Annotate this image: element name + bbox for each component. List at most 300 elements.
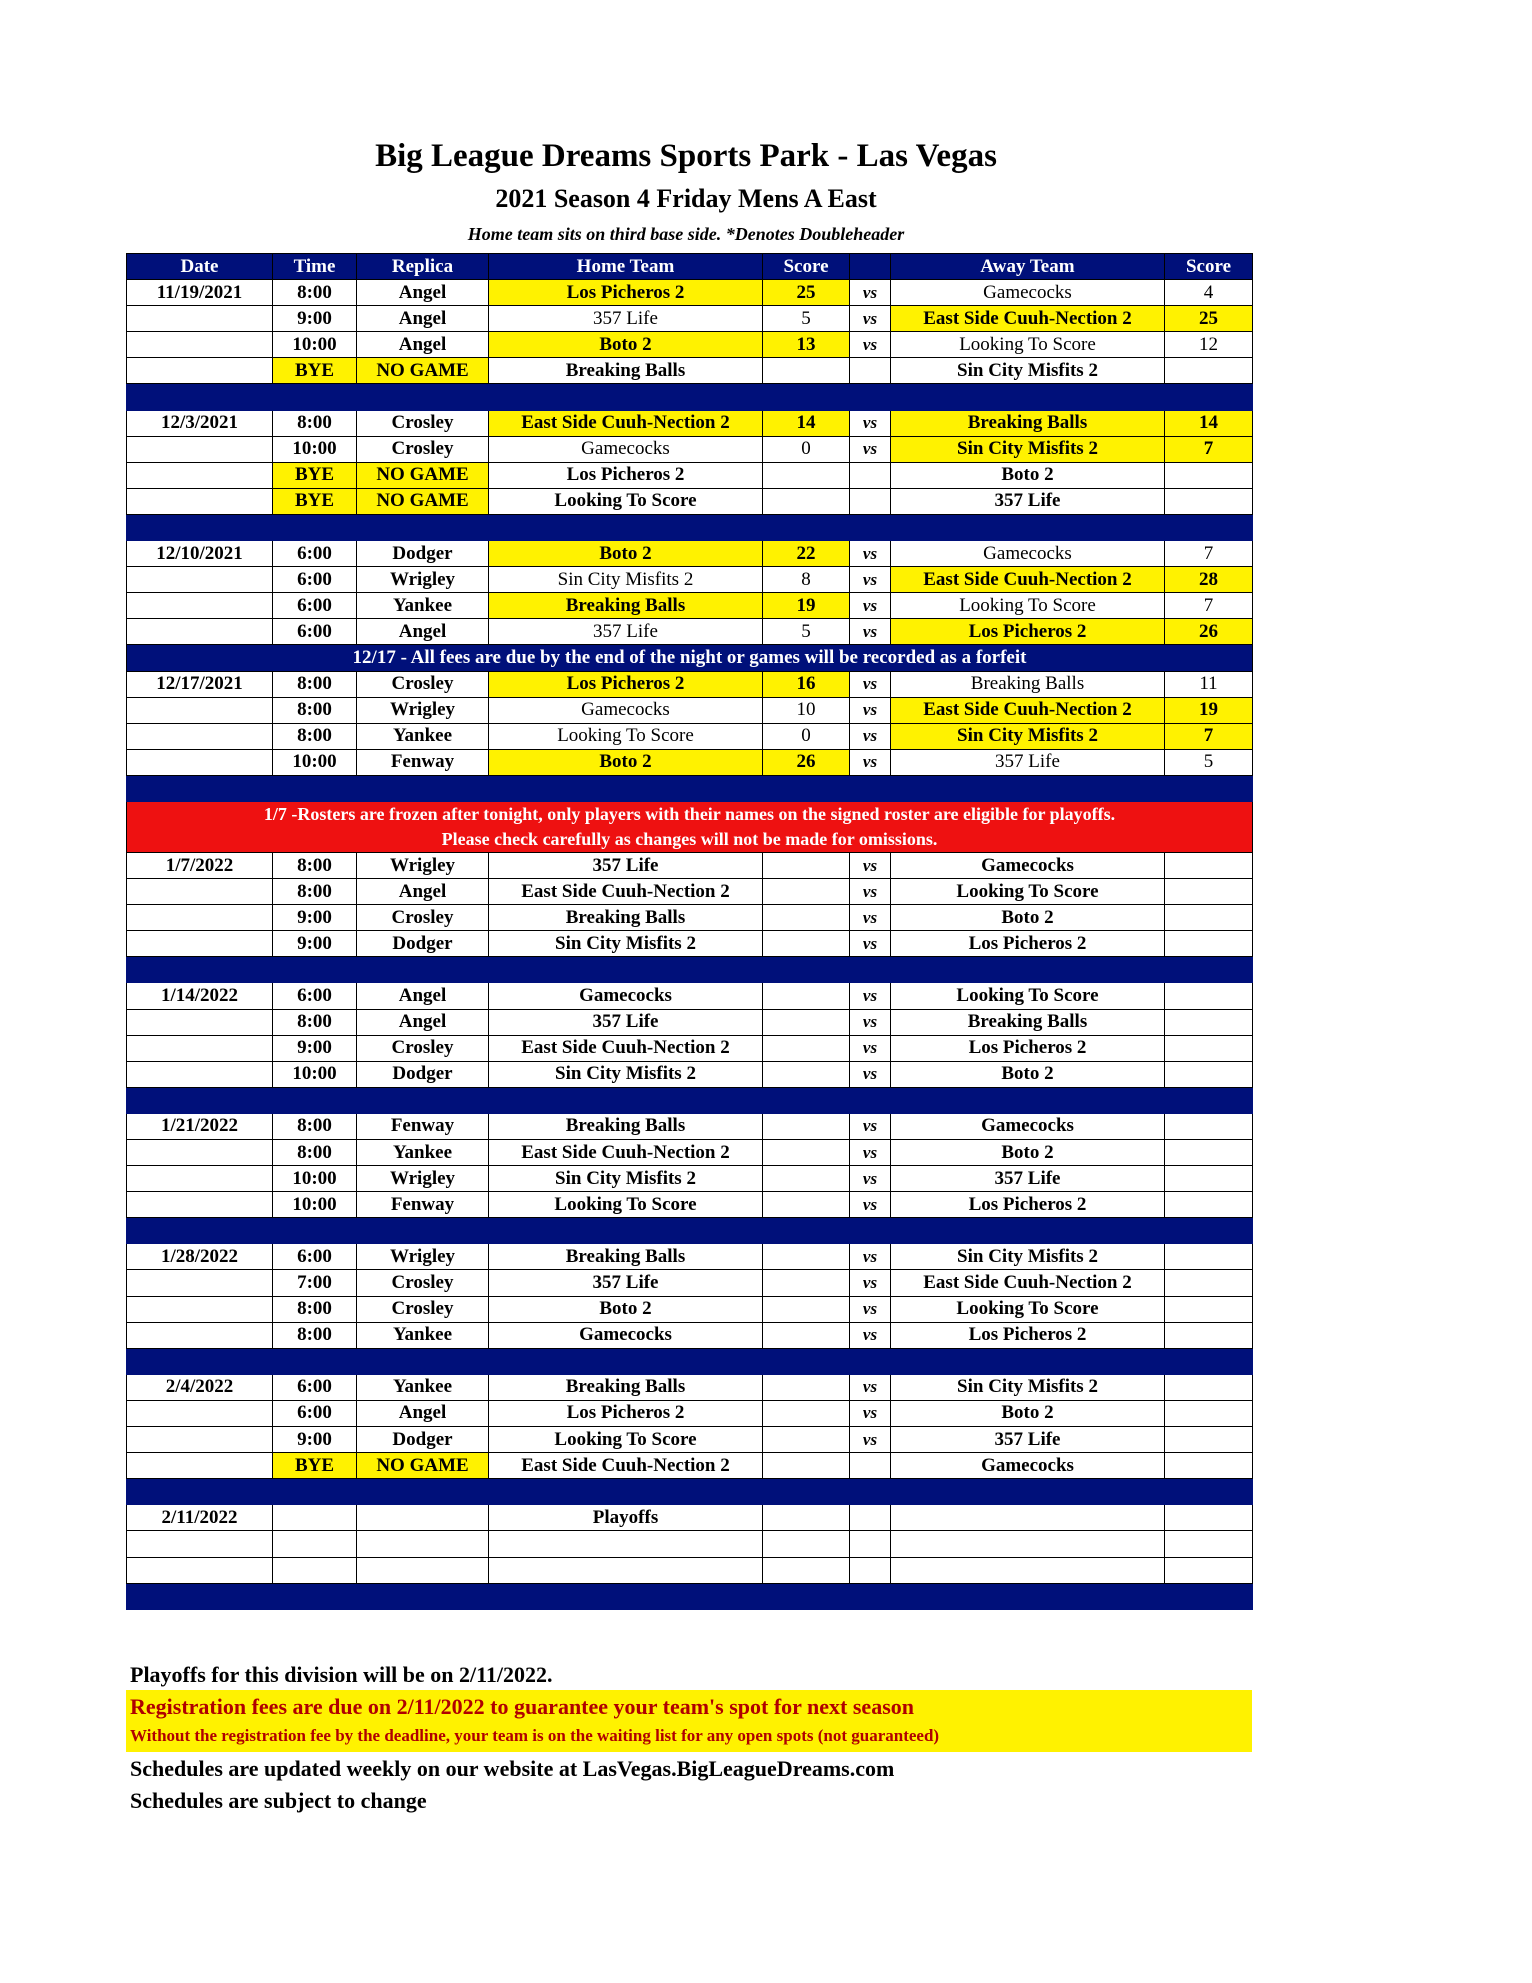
away-team: Breaking Balls [891, 1009, 1165, 1035]
away-score: 26 [1165, 619, 1253, 645]
game-row [127, 905, 1253, 931]
home-team: 357 Life [489, 619, 763, 645]
game-field: Angel [357, 280, 489, 306]
empty-cell [489, 1557, 763, 1583]
home-score [763, 931, 850, 957]
away-team: Gamecocks [891, 541, 1165, 567]
away-team: Looking To Score [891, 593, 1165, 619]
game-date [127, 1166, 273, 1192]
game-row [127, 593, 1253, 619]
game-date [127, 1035, 273, 1061]
game-row [127, 1427, 1253, 1453]
home-score: 25 [763, 280, 850, 306]
vs-label: vs [850, 1400, 891, 1426]
separator-cell [1165, 957, 1253, 983]
game-time: 8:00 [273, 879, 357, 905]
separator-cell [850, 775, 891, 801]
game-field: Yankee [357, 593, 489, 619]
home-score [763, 1453, 850, 1479]
bye-label: BYE [273, 1453, 357, 1479]
separator-cell [273, 1348, 357, 1374]
empty-cell [273, 1531, 357, 1557]
away-score [1165, 1009, 1253, 1035]
home-team: Breaking Balls [489, 593, 763, 619]
empty-cell [1165, 1531, 1253, 1557]
away-score [1165, 462, 1253, 488]
vs-label: vs [850, 593, 891, 619]
home-team: Looking To Score [489, 1192, 763, 1218]
schedule-table [126, 253, 1253, 1610]
home-team: 357 Life [489, 852, 763, 878]
away-team: Looking To Score [891, 879, 1165, 905]
home-score [763, 462, 850, 488]
separator-cell [357, 1583, 489, 1609]
vs-label: vs [850, 1113, 891, 1139]
game-date [127, 723, 273, 749]
vs-label: vs [850, 905, 891, 931]
game-time: 9:00 [273, 905, 357, 931]
home-team: East Side Cuuh-Nection 2 [489, 1140, 763, 1166]
game-time: 8:00 [273, 1296, 357, 1322]
game-row [127, 1166, 1253, 1192]
away-score: 4 [1165, 280, 1253, 306]
header-away-score: Score [1165, 254, 1253, 280]
separator-cell [357, 384, 489, 410]
game-row [127, 436, 1253, 462]
page-subtitle: 2021 Season 4 Friday Mens A East [495, 184, 877, 213]
away-score [1165, 879, 1253, 905]
vs-label: vs [850, 1374, 891, 1400]
game-date [127, 619, 273, 645]
away-team: 357 Life [891, 749, 1165, 775]
away-score [1165, 852, 1253, 878]
separator-cell [489, 957, 763, 983]
home-team: Looking To Score [489, 1427, 763, 1453]
empty-cell [891, 1557, 1165, 1583]
game-field: Crosley [357, 905, 489, 931]
home-team: Breaking Balls [489, 905, 763, 931]
separator-cell [850, 1479, 891, 1505]
vs-label: vs [850, 1035, 891, 1061]
game-date [127, 358, 273, 384]
game-time: 10:00 [273, 1061, 357, 1087]
table-header-row [127, 254, 1253, 280]
separator-cell [891, 1218, 1165, 1244]
away-team: Los Picheros 2 [891, 1035, 1165, 1061]
home-team: Breaking Balls [489, 1113, 763, 1139]
no-game-label: NO GAME [357, 1453, 489, 1479]
home-score: 19 [763, 593, 850, 619]
empty-row [127, 1557, 1253, 1583]
roster-alert-row [127, 801, 1253, 852]
roster-alert-line-2: Please check carefully as changes will not be made for omissions. [441, 828, 938, 849]
game-row [127, 1322, 1253, 1348]
game-time: 8:00 [273, 1113, 357, 1139]
separator-cell [489, 1348, 763, 1374]
away-score: 14 [1165, 410, 1253, 436]
home-team: Los Picheros 2 [489, 1400, 763, 1426]
empty-cell [273, 1557, 357, 1583]
game-time: 8:00 [273, 697, 357, 723]
game-date [127, 306, 273, 332]
game-field: Fenway [357, 1192, 489, 1218]
vs-label: vs [850, 749, 891, 775]
separator-cell [127, 1218, 273, 1244]
home-team: East Side Cuuh-Nection 2 [489, 1453, 763, 1479]
game-time: 8:00 [273, 1140, 357, 1166]
vs-label: vs [850, 567, 891, 593]
game-date: 12/17/2021 [127, 671, 273, 697]
bye-label: BYE [273, 358, 357, 384]
game-date: 11/19/2021 [127, 280, 273, 306]
game-date [127, 1427, 273, 1453]
game-field: Angel [357, 619, 489, 645]
away-team: Boto 2 [891, 462, 1165, 488]
home-team: East Side Cuuh-Nection 2 [489, 1035, 763, 1061]
game-field: Dodger [357, 1427, 489, 1453]
vs-label: vs [850, 410, 891, 436]
separator-row [127, 1087, 1253, 1113]
header-home-score: Score [763, 254, 850, 280]
game-field: Wrigley [357, 1166, 489, 1192]
home-team: 357 Life [489, 1009, 763, 1035]
game-field: Yankee [357, 1374, 489, 1400]
away-score [1165, 1322, 1253, 1348]
away-score [1165, 1400, 1253, 1426]
home-team: Sin City Misfits 2 [489, 567, 763, 593]
game-field: Crosley [357, 1035, 489, 1061]
separator-cell [891, 775, 1165, 801]
separator-cell [273, 957, 357, 983]
separator-row [127, 775, 1253, 801]
game-row [127, 671, 1253, 697]
home-team: Gamecocks [489, 436, 763, 462]
game-row [127, 1374, 1253, 1400]
empty-cell [763, 1505, 850, 1531]
separator-cell [763, 775, 850, 801]
home-team: Looking To Score [489, 488, 763, 514]
home-score [763, 1035, 850, 1061]
game-time: 10:00 [273, 1166, 357, 1192]
no-game-label: NO GAME [357, 358, 489, 384]
game-row [127, 619, 1253, 645]
vs-label: vs [850, 1296, 891, 1322]
game-row [127, 931, 1253, 957]
empty-cell [891, 1505, 1165, 1531]
home-score [763, 1322, 850, 1348]
vs-label: vs [850, 619, 891, 645]
away-score [1165, 1192, 1253, 1218]
home-team: Los Picheros 2 [489, 280, 763, 306]
game-time: 10:00 [273, 332, 357, 358]
game-field: Dodger [357, 1061, 489, 1087]
away-score: 7 [1165, 723, 1253, 749]
game-date [127, 1009, 273, 1035]
home-team: East Side Cuuh-Nection 2 [489, 410, 763, 436]
separator-cell [850, 1087, 891, 1113]
vs-label: vs [850, 671, 891, 697]
empty-cell [850, 1505, 891, 1531]
home-score [763, 1166, 850, 1192]
separator-cell [127, 1087, 273, 1113]
game-date: 12/3/2021 [127, 410, 273, 436]
game-date [127, 905, 273, 931]
playoff-label: Playoffs [489, 1505, 763, 1531]
away-team: Los Picheros 2 [891, 931, 1165, 957]
away-team: Breaking Balls [891, 671, 1165, 697]
registration-deadline: Registration fees are due on 2/11/2022 to guarantee your team's spot for next season [130, 1694, 914, 1719]
separator-cell [127, 1583, 273, 1609]
game-row [127, 1140, 1253, 1166]
vs-label: vs [850, 1061, 891, 1087]
away-team: Sin City Misfits 2 [891, 723, 1165, 749]
home-team: Breaking Balls [489, 1244, 763, 1270]
game-date [127, 1322, 273, 1348]
no-game-label: NO GAME [357, 462, 489, 488]
website-note: Schedules are updated weekly on our website at LasVegas.BigLeagueDreams.com [130, 1756, 895, 1781]
away-score: 7 [1165, 436, 1253, 462]
separator-cell [489, 1087, 763, 1113]
away-score [1165, 1166, 1253, 1192]
away-team: Los Picheros 2 [891, 1322, 1165, 1348]
home-score [763, 983, 850, 1009]
away-team: Los Picheros 2 [891, 1192, 1165, 1218]
game-date [127, 931, 273, 957]
away-score [1165, 358, 1253, 384]
empty-cell [489, 1531, 763, 1557]
vs-label: vs [850, 306, 891, 332]
away-score [1165, 1453, 1253, 1479]
away-team: Looking To Score [891, 1296, 1165, 1322]
header-home-team: Home Team [489, 254, 763, 280]
separator-cell [357, 1348, 489, 1374]
home-score [763, 1400, 850, 1426]
away-team: Gamecocks [891, 1113, 1165, 1139]
empty-cell [850, 1531, 891, 1557]
empty-cell [850, 1557, 891, 1583]
vs-label: vs [850, 879, 891, 905]
separator-cell [1165, 1087, 1253, 1113]
bye-label: BYE [273, 488, 357, 514]
separator-row [127, 957, 1253, 983]
game-time: 8:00 [273, 1009, 357, 1035]
away-team: East Side Cuuh-Nection 2 [891, 1270, 1165, 1296]
game-time: 9:00 [273, 1035, 357, 1061]
game-row [127, 697, 1253, 723]
vs-label: vs [850, 1192, 891, 1218]
separator-cell [763, 514, 850, 540]
home-score [763, 488, 850, 514]
home-score [763, 1061, 850, 1087]
game-row [127, 541, 1253, 567]
game-date [127, 436, 273, 462]
separator-cell [1165, 384, 1253, 410]
away-score [1165, 905, 1253, 931]
game-date: 1/28/2022 [127, 1244, 273, 1270]
home-team: Boto 2 [489, 749, 763, 775]
game-date [127, 488, 273, 514]
game-time: 10:00 [273, 1192, 357, 1218]
game-field: Fenway [357, 749, 489, 775]
game-row [127, 332, 1253, 358]
game-row [127, 1009, 1253, 1035]
vs-label: vs [850, 852, 891, 878]
separator-cell [850, 384, 891, 410]
home-team: Looking To Score [489, 723, 763, 749]
away-team: Looking To Score [891, 332, 1165, 358]
vs-label: vs [850, 1427, 891, 1453]
game-time: 8:00 [273, 852, 357, 878]
away-team: Boto 2 [891, 905, 1165, 931]
game-field: Angel [357, 1400, 489, 1426]
away-team: Boto 2 [891, 1061, 1165, 1087]
game-time: 9:00 [273, 1427, 357, 1453]
game-time: 6:00 [273, 619, 357, 645]
home-team: Boto 2 [489, 541, 763, 567]
home-team: Gamecocks [489, 983, 763, 1009]
game-date [127, 749, 273, 775]
bye-row [127, 488, 1253, 514]
separator-cell [763, 957, 850, 983]
separator-cell [489, 1583, 763, 1609]
game-field: Crosley [357, 410, 489, 436]
separator-cell [489, 1218, 763, 1244]
home-score: 0 [763, 436, 850, 462]
vs-label: vs [850, 1322, 891, 1348]
away-score [1165, 983, 1253, 1009]
bye-row [127, 462, 1253, 488]
separator-cell [489, 1479, 763, 1505]
separator-cell [891, 1479, 1165, 1505]
separator-cell [850, 1348, 891, 1374]
home-score [763, 1009, 850, 1035]
game-row [127, 306, 1253, 332]
home-team: Sin City Misfits 2 [489, 1061, 763, 1087]
home-team: Los Picheros 2 [489, 671, 763, 697]
away-score: 7 [1165, 541, 1253, 567]
away-score: 11 [1165, 671, 1253, 697]
game-field: Dodger [357, 541, 489, 567]
game-time: 10:00 [273, 749, 357, 775]
game-date: 2/4/2022 [127, 1374, 273, 1400]
fee-notice-row [127, 645, 1253, 671]
separator-cell [1165, 1583, 1253, 1609]
separator-cell [357, 1218, 489, 1244]
empty-row [127, 1531, 1253, 1557]
header-vs [850, 254, 891, 280]
home-score: 5 [763, 619, 850, 645]
game-field: Wrigley [357, 567, 489, 593]
separator-cell [891, 384, 1165, 410]
home-team: Boto 2 [489, 1296, 763, 1322]
vs-label: vs [850, 280, 891, 306]
game-time: 6:00 [273, 1400, 357, 1426]
game-row [127, 723, 1253, 749]
game-row [127, 1400, 1253, 1426]
separator-cell [273, 1087, 357, 1113]
game-time: 8:00 [273, 723, 357, 749]
separator-cell [891, 957, 1165, 983]
separator-cell [273, 514, 357, 540]
home-score [763, 905, 850, 931]
game-field: Fenway [357, 1113, 489, 1139]
game-date [127, 593, 273, 619]
away-score [1165, 1270, 1253, 1296]
game-field: Crosley [357, 671, 489, 697]
game-row [127, 879, 1253, 905]
game-field: Angel [357, 983, 489, 1009]
away-score [1165, 1113, 1253, 1139]
home-team: 357 Life [489, 306, 763, 332]
away-score: 19 [1165, 697, 1253, 723]
bye-label: BYE [273, 462, 357, 488]
vs-label [850, 488, 891, 514]
home-score: 0 [763, 723, 850, 749]
game-row [127, 1192, 1253, 1218]
separator-cell [1165, 514, 1253, 540]
away-team: Los Picheros 2 [891, 619, 1165, 645]
separator-row [127, 384, 1253, 410]
home-score [763, 1140, 850, 1166]
empty-cell [127, 1557, 273, 1583]
home-score [763, 1113, 850, 1139]
away-team: Boto 2 [891, 1400, 1165, 1426]
separator-cell [357, 957, 489, 983]
empty-cell [357, 1531, 489, 1557]
game-row [127, 567, 1253, 593]
separator-row [127, 1348, 1253, 1374]
away-score [1165, 1061, 1253, 1087]
away-team: Boto 2 [891, 1140, 1165, 1166]
away-score [1165, 1374, 1253, 1400]
away-team: East Side Cuuh-Nection 2 [891, 306, 1165, 332]
away-team: Sin City Misfits 2 [891, 358, 1165, 384]
game-date [127, 1140, 273, 1166]
separator-cell [763, 1479, 850, 1505]
vs-label: vs [850, 541, 891, 567]
roster-alert [127, 801, 1253, 852]
home-team: Gamecocks [489, 1322, 763, 1348]
vs-label: vs [850, 1166, 891, 1192]
game-row [127, 1113, 1253, 1139]
empty-cell [127, 1531, 273, 1557]
page-title: Big League Dreams Sports Park - Las Vegas [375, 138, 997, 174]
game-time: 6:00 [273, 541, 357, 567]
separator-cell [1165, 1218, 1253, 1244]
vs-label [850, 358, 891, 384]
away-team: Sin City Misfits 2 [891, 1244, 1165, 1270]
separator-cell [850, 957, 891, 983]
game-time: 6:00 [273, 1244, 357, 1270]
separator-cell [1165, 775, 1253, 801]
game-date [127, 1296, 273, 1322]
vs-label: vs [850, 1009, 891, 1035]
home-score: 16 [763, 671, 850, 697]
game-time: 8:00 [273, 410, 357, 436]
separator-cell [357, 775, 489, 801]
separator-cell [1165, 1479, 1253, 1505]
separator-cell [763, 1348, 850, 1374]
home-score: 10 [763, 697, 850, 723]
separator-cell [891, 1087, 1165, 1113]
game-time: 6:00 [273, 983, 357, 1009]
home-score [763, 1270, 850, 1296]
away-team: 357 Life [891, 1166, 1165, 1192]
game-time: 6:00 [273, 567, 357, 593]
separator-cell [489, 775, 763, 801]
home-score [763, 1427, 850, 1453]
away-score: 12 [1165, 332, 1253, 358]
